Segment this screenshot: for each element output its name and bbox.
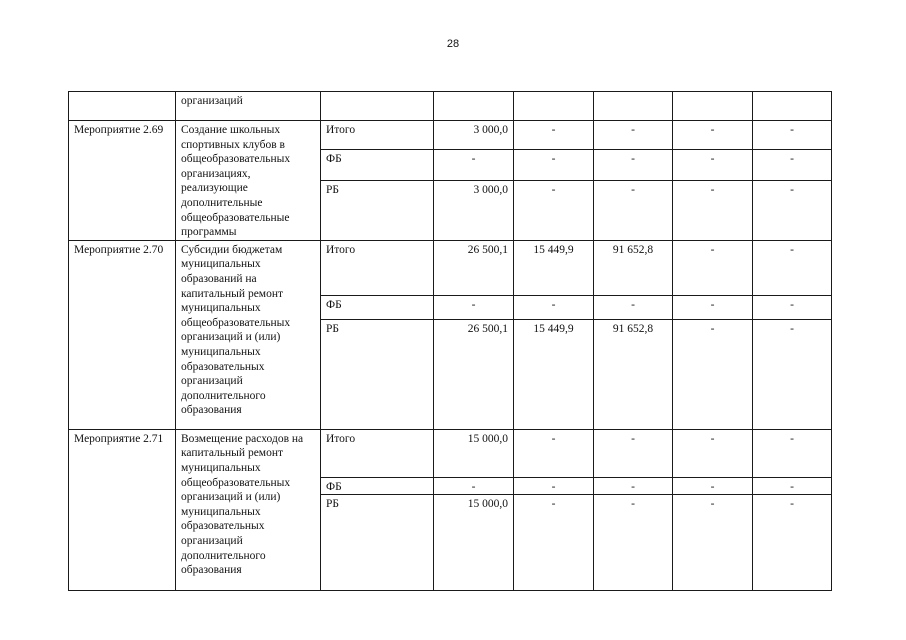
measure-description: Возмещение расходов на капитальный ремонт муниципальных общеобразовательных организаций и (или) муниципальных образовательных организаций дополнительного образования [176, 429, 321, 591]
table-row [69, 240, 832, 295]
funding-source: Итого [321, 121, 434, 150]
funding-source: ФБ [321, 150, 434, 180]
value-cell: 91 652,8 [594, 240, 673, 295]
value-cell: - [673, 150, 753, 180]
value-cell: - [673, 477, 753, 495]
page-number: 28 [446, 38, 460, 50]
funding-source: РБ [321, 495, 434, 591]
value-cell: - [594, 150, 673, 180]
value-cell: - [753, 295, 832, 319]
value-cell: - [514, 295, 594, 319]
value-cell: - [673, 319, 753, 429]
value-cell: - [514, 150, 594, 180]
value-cell: 15 449,9 [514, 240, 594, 295]
budget-table [68, 91, 832, 591]
value-cell: - [753, 319, 832, 429]
funding-source: Итого [321, 240, 434, 295]
table-row [69, 429, 832, 477]
value-cell: - [673, 429, 753, 477]
value-cell: 26 500,1 [434, 240, 514, 295]
value-cell [514, 92, 594, 121]
value-cell: - [753, 121, 832, 150]
funding-source: Итого [321, 429, 434, 477]
value-cell: 15 000,0 [434, 429, 514, 477]
description-cell: организаций [176, 92, 321, 121]
measure-code: Мероприятие 2.69 [69, 121, 176, 241]
value-cell [594, 92, 673, 121]
funding-source: РБ [321, 319, 434, 429]
value-cell: - [514, 495, 594, 591]
value-cell: 3 000,0 [434, 180, 514, 240]
value-cell: - [753, 180, 832, 240]
value-cell: - [753, 150, 832, 180]
table-row [69, 121, 832, 150]
value-cell: - [514, 477, 594, 495]
value-cell: - [753, 429, 832, 477]
value-cell: - [514, 121, 594, 150]
value-cell: 26 500,1 [434, 319, 514, 429]
funding-source: ФБ [321, 295, 434, 319]
value-cell: - [753, 477, 832, 495]
funding-source: ФБ [321, 477, 434, 495]
value-cell: - [434, 150, 514, 180]
value-cell [434, 92, 514, 121]
value-cell: - [673, 240, 753, 295]
value-cell: - [514, 180, 594, 240]
value-cell [673, 92, 753, 121]
value-cell: - [594, 429, 673, 477]
value-cell: - [753, 240, 832, 295]
measure-code: Мероприятие 2.71 [69, 429, 176, 591]
value-cell: - [594, 295, 673, 319]
value-cell: - [434, 295, 514, 319]
value-cell: - [434, 477, 514, 495]
value-cell: - [594, 495, 673, 591]
value-cell: - [594, 477, 673, 495]
measure-description: Субсидии бюджетам муниципальных образований на капитальный ремонт муниципальных общеобразовательных организаций и (или) муниципальных образовательных организаций дополнительного образования [176, 240, 321, 429]
value-cell: - [514, 429, 594, 477]
value-cell: 15 000,0 [434, 495, 514, 591]
value-cell: - [673, 295, 753, 319]
source-cell [321, 92, 434, 121]
value-cell: 91 652,8 [594, 319, 673, 429]
value-cell: - [673, 180, 753, 240]
value-cell: - [753, 495, 832, 591]
measure-description: Создание школьных спортивных клубов в общеобразовательных организациях, реализующие дополнительные общеобразовательные программы [176, 121, 321, 241]
value-cell: - [594, 121, 673, 150]
measure-code: Мероприятие 2.70 [69, 240, 176, 429]
funding-source: РБ [321, 180, 434, 240]
value-cell: - [594, 180, 673, 240]
value-cell [753, 92, 832, 121]
code-cell [69, 92, 176, 121]
value-cell: - [673, 121, 753, 150]
value-cell: 15 449,9 [514, 319, 594, 429]
value-cell: - [673, 495, 753, 591]
continuation-row [69, 92, 832, 121]
value-cell: 3 000,0 [434, 121, 514, 150]
